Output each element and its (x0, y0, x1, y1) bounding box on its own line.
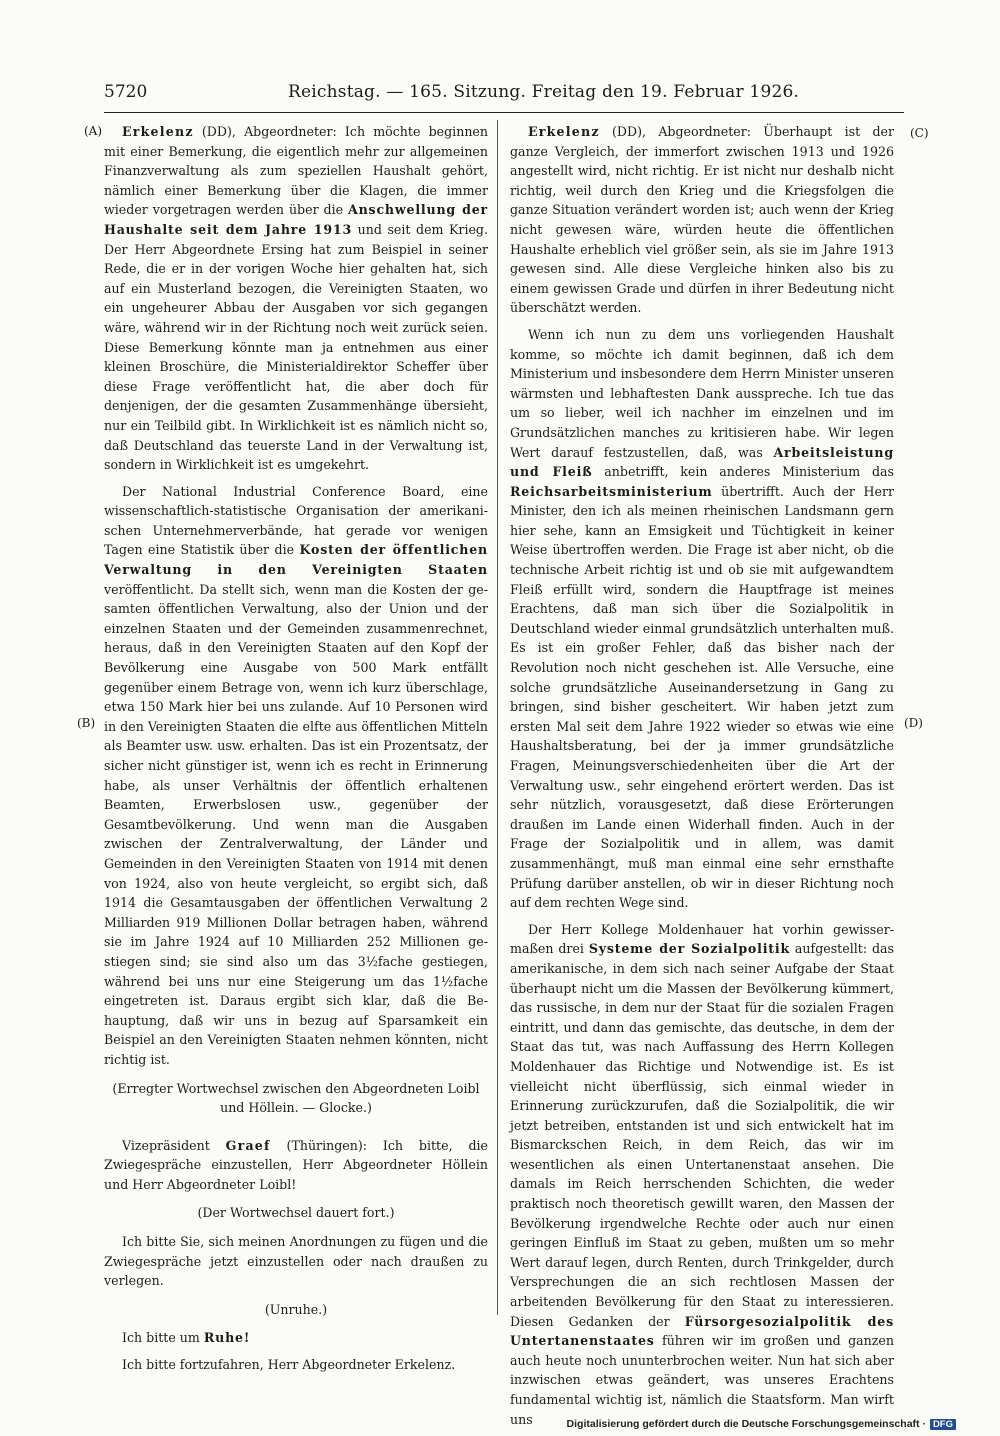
footer-text: Digitalisierung gefördert durch die Deutsche Forschungsgemeinschaft · (566, 1418, 926, 1430)
emphasis: Kosten der öffentlichen Verwaltung in den Vereinigten Staaten (104, 542, 488, 578)
paragraph: Ich bitte um Ruhe! (122, 1330, 251, 1346)
header-rule (104, 112, 904, 113)
emphasis: Ruhe! (203, 1330, 251, 1346)
running-title: Reichstag. — 165. Sitzung. Freitag den 19. Februar 1926. (288, 82, 800, 102)
margin-mark-d: (D) (904, 716, 923, 730)
emphasis: Reichsarbeitsministerium (510, 483, 713, 499)
stage-direction: (Der Wortwechsel dauert fort.) (197, 1205, 395, 1221)
paragraph: Wenn ich nun zu dem uns vorliegenden Haushalt komme, so möchte ich damit beginnen, daß ich dem Ministerium und insbesondere dem Herrn Minister unseren wärmsten und lebhaftesten Dank ausspreche. Ich tue das um so lieber, weil ich nachher im einzelnen und im Grundsätzlichen manches zu kritisieren habe. Wir legen Wert darauf festzustellen, daß, was Arbeitsleistung und Fleiß anbetrifft, kein anderes Ministerium das Reichsarbeitsministerium übertrifft. Auch der Herr Minister, den ich als meinen rheinischen Landsmann gern hier sehe, kann an Emsigkeit und Tüchtigkeit in keiner Weise übertroffen werden. Die Frage ist aber nicht, ob die technische Arbeit richtig ist und ob sie mit aufgewandtem Fleiß erfüllt wird, sondern die Hauptfrage ist meines Erachtens, daß man sich über die Sozialpolitik in Deutschland wieder einmal grundsätzlich unterhalten muß. Es ist ein großer Fehler, daß das bisher nach der Revolution noch nicht geschehen ist. Alle Versuche, eine solche grundsätzliche Auseinandersetzung in Gang zu bringen, sind bisher gescheitert. Wir haben jetzt zum ersten Mal seit dem Jahre 1922 wieder so etwas wie eine Haushaltsberatung, bei der ja immer grundsätzliche Fragen, Meinungsverschiedenheiten über die Art der Verwaltung usw., sehr eingehend erörtert werden. Das ist sehr nützlich, vorausgesetzt, daß diese Erörterungen draußen im Lande einen Widerhall finden. Auch in der Frage der Sozialpolitik und in allem, was damit zusammenhängt, muß man einmal eine sehr ernsthafte Prüfung darüber anstellen, ob wir in dieser Richtung noch auf dem rechten Wege sind. (510, 326, 894, 911)
paragraph: Erkelenz (DD), Abgeordneter: Überhaupt ist der ganze Vergleich, der immerfort zwischen 1913 und 1926 angestellt wird, nicht richtig. Er ist nicht nur deshalb nicht richtig, weil durch den Krieg und die Kriegsfolgen die ganze Situation verändert worden ist; auch wenn der Krieg nicht gewesen wäre, würden heute die öffentlichen Haushalte erheblich viel größer sein, als sie im Jahre 1913 gewesen sind. Alle diese Vergleiche hinken also bis zu einem gewissen Grade und dürfen in ihrer Bedeutung nicht überschätzt werden. (510, 124, 894, 316)
speaker-name: Erkelenz (528, 124, 600, 139)
digitization-footer (567, 1418, 956, 1430)
page-header (104, 80, 904, 108)
paragraph: Der Herr Kollege Moldenhauer hat vorhin gewissermaßen drei Systeme der Sozialpolitik aufgestellt: das amerikanische, in dem sich nach seiner Aufgabe der Staat überhaupt nicht um die Massen der Bevölkerung kümmert, das russische, in dem nur der Staat für die sozialen Fragen eintritt, und dann das gemischte, das deutsche, in dem der Staat das tut, was nach Auffassung des Herrn Kollegen Moldenhauer das Richtige und Notwendige ist. Es ist vielleicht nicht überflüssig, sich einmal wieder in Erinnerung zurückzurufen, daß die Sozialpolitik, die wir jetzt betreiben, entstanden ist und sich entwickelt hat im Bismarckschen Reich, in dem Reich, das wir im wesentlichen als einen Untertanenstaat ansehen. Die damals im Reich herrschenden Schichten, die weder praktisch noch theoretisch gewillt waren, den Massen der Bevölkerung irgendwelche Rechte oder auch nur einen geringen Einfluß im Staat zu geben, mußten um so mehr Wert darauf legen, durch Renten, durch Trinkgelder, durch Versprechungen die an sich rechtlosen Massen der arbeitenden Bevölkerung für den Staat zu interessieren. Diesen Gedanken der Fürsorgesozialpolitik des Untertanenstaates führen wir im großen und ganzen auch heute noch ununterbrochen weiter. Nun hat sich aber inzwischen etwas geändert, was unseres Erachtens fundamental wichtig ist, nämlich die Staatsform. Man wirft uns (510, 921, 895, 1427)
column-divider (497, 120, 498, 1315)
emphasis: Systeme der Sozialpolitik (588, 941, 791, 957)
emphasis: Fürsorgesozialpolitik des Untertanenstaates (510, 1313, 894, 1349)
paragraph: Ich bitte Sie, sich meinen Anordnungen zu fügen und die Zwiegespräche jetzt einzustellen oder nach draußen zu verlegen. (104, 1234, 488, 1289)
paragraph: Erkelenz (DD), Abgeordneter: Ich möchte beginnen mit einer Bemerkung, die eigentlich mehr zur allgemeinen Finanzverwaltung als zum speziellen Haushalt gehört, nämlich einer Bemerkung über die Klagen, die immer wieder vorgetragen werden über die Anschwellung der Haushalte seit dem Jahre 1913 und seit dem Krieg. Der Herr Abgeordnete Ersing hat zum Beispiel in seiner Rede, die er in der vorigen Woche hier gehalten hat, sich auf ein Musterland bezogen, die Vereinigten Staaten, wo ein ungeheurer Abbau der Ausgaben vor sich gegangen wäre, während wir in der Richtung noch weit zurück seien. Diese Bemerkung könnte man ja entnehmen aus einer kleinen Broschüre, die Ministerialdirektor Scheffer über diese Frage veröffentlicht hat, die aber doch für denjenigen, der die gesamten Zusammenhänge übersieht, nur ein Teilbild gibt. In Wirklichkeit ist es nämlich nicht so, daß Deutschland das teuerste Land in der Verwaltung ist, sondern in Wirklichkeit ist es umgekehrt. (104, 124, 488, 473)
speaker-name: Graef (225, 1137, 271, 1153)
stage-direction: (Unruhe.) (264, 1301, 328, 1317)
paragraph: Der National Industrial Conference Board, eine wissenschaftlich-statistische Organisation der amerikanischen Unternehmerverbände, hat gerade vor wenigen Tagen eine Statistik über die Kosten der öffentlichen Verwaltung in den Vereinigten Staaten veröffentlicht. Da stellt sich, wenn man die Kosten der gesamten öffentlichen Verwaltung, also der Union und der einzelnen Staaten und der Gemeinden zusammenrechnet, heraus, daß in den Vereinigten Staaten auf den Kopf der Bevölkerung eine Ausgabe von 500 Mark entfällt gegenüber einem Betrage von, wenn ich kurz überschlage, etwa 150 Mark hier bei uns zulande. Auf 10 Personen wird in den Vereinigten Staaten die elfte aus öffentlichen Mitteln als Beamter usw. usw. erhalten. Das ist ein Prozentsatz, der sicher nicht günstiger ist, wenn ich es recht in Erinnerung habe, als unser Verhältnis der öffentlich erhaltenen Beamten, Erwerbslosen usw., gegenüber der Gesamtbevölkerung. Und wenn man die Ausgaben zwischen der Zentralverwaltung, der Länder und Gemeinden in den Vereinigten Staaten von 1914 mit denen von 1924, also von heute vergleicht, so ergibt sich, daß 1914 die Gesamtausgaben der öffentlichen Verwaltung 2 Milliarden 919 Millionen Dollar betragen haben, während sie im Jahre 1924 auf 10 Milliarden 252 Millionen gestiegen sind; sie sind also um das 3½fache gestiegen, während bei uns nur eine Steigerung um das 1½fache eingetreten ist. Daraus ergibt sich klar, daß die Behauptung, daß wir uns in bezug auf Sparsamkeit ein Beispiel an den Vereinigten Staaten nehmen könnten, nicht richtig ist. (104, 483, 488, 1067)
left-column (104, 122, 488, 1382)
page-number: 5720 (104, 82, 148, 102)
emphasis: Anschwellung der Haushalte seit dem Jahre 1913 (104, 202, 488, 237)
margin-mark-b: (B) (77, 716, 96, 730)
margin-mark-c: (C) (910, 126, 929, 140)
speaker-name: Erkelenz (122, 124, 194, 139)
dfg-logo: DFG (930, 1419, 956, 1430)
paragraph: Ich bitte fortzufahren, Herr Abgeordneter Erkelenz. (122, 1357, 456, 1373)
margin-mark-a: (A) (84, 124, 103, 138)
paragraph: Vizepräsident Graef (Thüringen): Ich bitte, die Zwiegespräche einzustellen, Herr Abgeordneter Höllein und Herr Abgeordneter Loibl! (104, 1137, 489, 1192)
emphasis: Arbeitsleistung und Fleiß (510, 444, 894, 480)
right-column (510, 122, 894, 1436)
stage-direction: (Erregter Wortwechsel zwischen den Abgeordneten Loibl und Höllein. — Glocke.) (112, 1080, 480, 1116)
